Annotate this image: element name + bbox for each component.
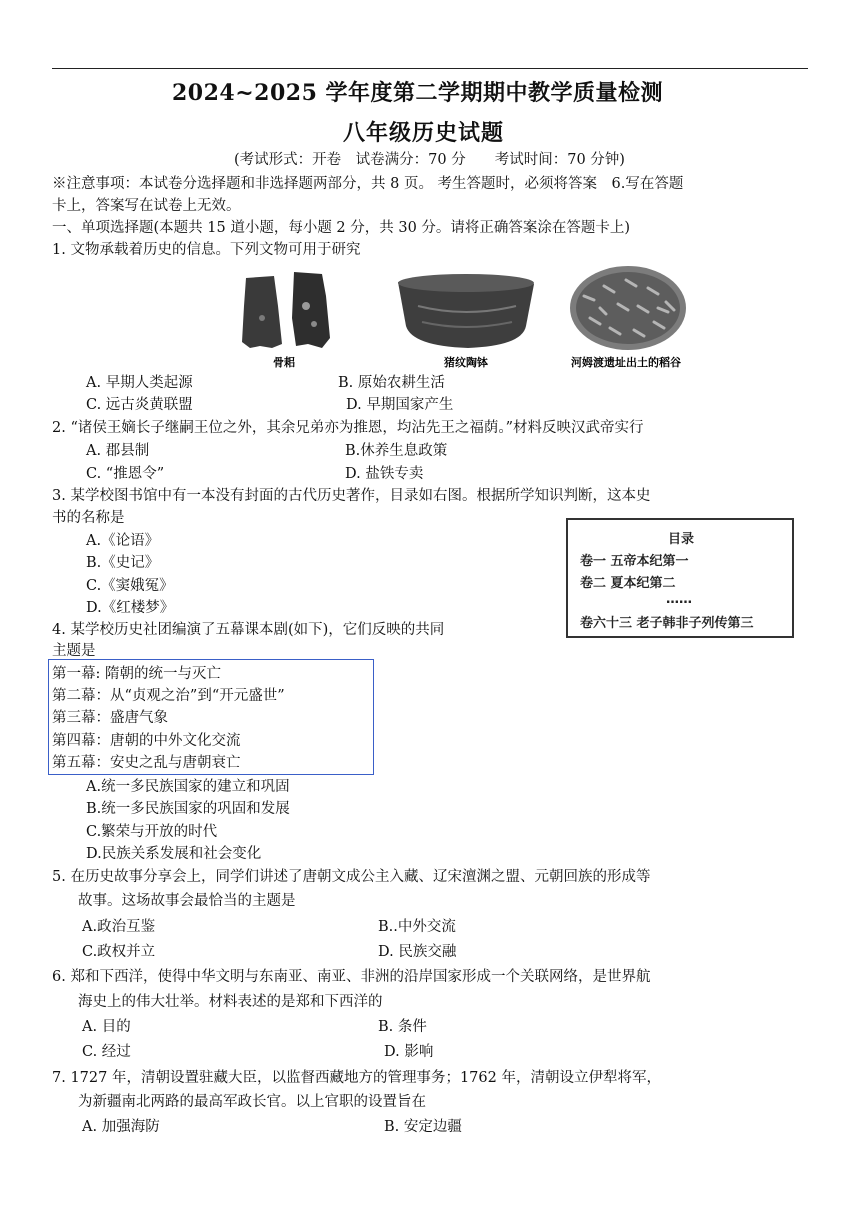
q3-table-of-contents [566,518,794,638]
q6-option-d: D. 影响 [384,1044,434,1060]
exam-info: (考试形式：开卷 试卷满分：70 分 考试时间：70 分钟) [234,152,625,168]
toc-line-1: 卷一 五帝本纪第一 [580,554,689,569]
artifact-label-bone-spade: 骨耜 [273,356,295,369]
q2-stem: 2. “诸侯王嫡长子继嗣王位之外，其余兄弟亦为推恩，均沾先王之福荫。”材料反映汉武帝实行 [52,420,644,436]
section-heading: 一、单项选择题(本题共 15 道小题，每小题 2 分，共 30 分。请将正确答案涂在答题卡上) [52,220,631,236]
q7-stem-2: 为新疆南北两路的最高军政长官。以上官职的设置旨在 [78,1094,426,1110]
q3-option-d: D.《红楼梦》 [86,600,175,616]
q1-option-a: A. 早期人类起源 [86,375,193,391]
q1-option-d: D. 早期国家产生 [346,397,454,413]
rice-grains-image [570,266,686,350]
q4-act-5: 第五幕：安史之乱与唐朝衰亡 [52,755,241,771]
artifact-label-pottery: 猪纹陶钵 [444,356,488,369]
q4-option-b: B.统一多民族国家的巩固和发展 [86,801,290,817]
q4-act-2: 第二幕：从“贞观之治”到“开元盛世” [52,688,285,704]
q7-stem-1: 7. 1727 年，清朝设置驻藏大臣，以监督西藏地方的管理事务；1762 年，清朝设立伊犁将军， [52,1070,661,1086]
q4-act-4: 第四幕：唐朝的中外文化交流 [52,733,241,749]
q4-act-3: 第三幕：盛唐气象 [52,710,168,726]
q3-stem-2: 书的名称是 [52,510,125,526]
q4-option-a: A.统一多民族国家的建立和巩固 [86,779,290,795]
q4-stem-1: 4. 某学校历史社团编演了五幕课本剧(如下)，它们反映的共同 [52,622,445,638]
q6-stem-1: 6. 郑和下西洋，使得中华文明与东南亚、南亚、非洲的沿岸国家形成一个关联网络，是世界航 [52,969,651,985]
q6-option-b: B. 条件 [378,1019,427,1035]
artifact-label-rice: 河姆渡遗址出土的稻谷 [571,356,681,369]
notice-line-2: 卡上，答案写在试卷上无效。 [52,198,241,214]
q2-option-b: B.休养生息政策 [345,443,448,459]
q2-option-d: D. 盐铁专卖 [345,466,424,482]
q3-option-b: B.《史记》 [86,555,160,571]
q3-option-a: A.《论语》 [86,533,160,549]
toc-line-2: 卷二 夏本纪第二 [580,576,676,591]
q6-option-a: A. 目的 [82,1019,131,1035]
q1-stem: 1. 文物承载着历史的信息。下列文物可用于研究 [52,242,361,258]
toc-title: 目录 [668,532,695,547]
bone-spade-image [242,272,330,348]
q5-option-c: C.政权并立 [82,944,156,960]
q3-option-c: C.《窦娥冤》 [86,578,174,594]
q2-option-c: C. “推恩令” [86,466,165,482]
q5-option-a: A.政治互鉴 [82,919,156,935]
q4-option-d: D.民族关系发展和社会变化 [86,846,262,862]
toc-line-3: 卷六十三 老子韩非子列传第三 [580,616,754,631]
q7-option-b: B. 安定边疆 [384,1119,462,1135]
q4-stem-2: 主题是 [52,643,96,659]
q4-option-c: C.繁荣与开放的时代 [86,824,218,840]
q2-option-a: A. 郡县制 [86,443,150,459]
q5-option-b: B..中外交流 [378,919,456,935]
q5-stem-1: 5. 在历史故事分享会上，同学们讲述了唐朝文成公主入藏、辽宋澶渊之盟、元朝回族的形成等 [52,869,651,885]
q1-option-c: C. 远古炎黄联盟 [86,397,193,413]
notice-line-1: ※注意事项：本试卷分选择题和非选择题两部分，共 8 页。 考生答题时，必须将答案 6.写在答题 [52,176,684,192]
q3-stem-1: 3. 某学校图书馆中有一本没有封面的古代历史著作，目录如右图。根据所学知识判断，这本史 [52,488,651,504]
q1-option-b: B. 原始农耕生活 [338,375,445,391]
exam-title: 2024~2025 学年度第二学期期中教学质量检测 [172,80,664,106]
q1-artifact-images [234,266,724,370]
toc-line-ellipsis: …… [666,592,692,607]
q6-option-c: C. 经过 [82,1044,131,1060]
top-rule [52,68,808,69]
q5-option-d: D. 民族交融 [378,944,457,960]
pottery-bowl-image [398,274,534,348]
exam-subtitle: 八年级历史试题 [343,120,505,146]
q7-option-a: A. 加强海防 [82,1119,160,1135]
q5-stem-2: 故事。这场故事会最恰当的主题是 [78,893,296,909]
q6-stem-2: 海史上的伟大壮举。材料表述的是郑和下西洋的 [78,994,383,1010]
q4-act-1: 第一幕: 隋朝的统一与灭亡 [52,666,221,682]
